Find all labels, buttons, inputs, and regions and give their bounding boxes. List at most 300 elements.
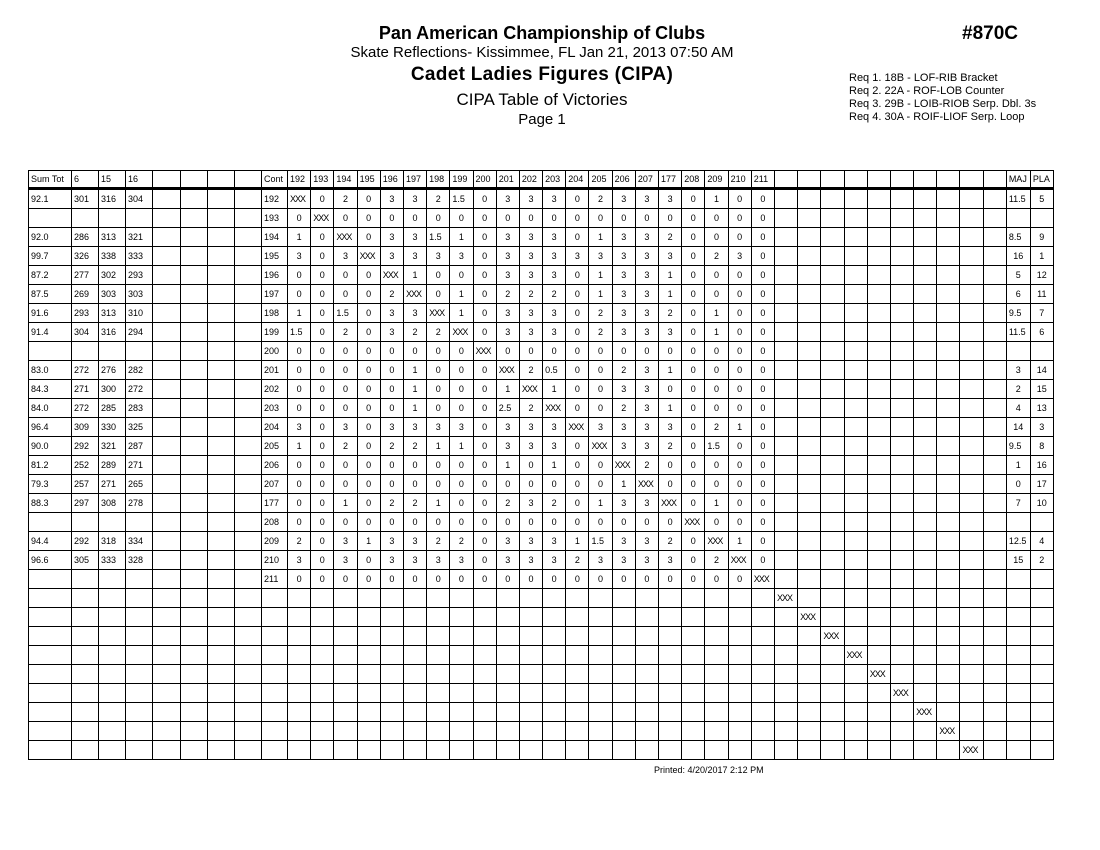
empty-cell xyxy=(181,703,208,722)
victory-cell: 3 xyxy=(403,228,426,247)
empty-cell xyxy=(774,323,797,342)
majority-cell: 5 xyxy=(1006,266,1030,285)
victory-cell: 0 xyxy=(427,361,450,380)
victory-cell: 3 xyxy=(589,247,612,266)
empty-cell xyxy=(612,627,635,646)
empty-cell xyxy=(705,703,728,722)
empty-cell xyxy=(635,703,658,722)
victory-cell: 2 xyxy=(380,285,403,304)
empty-cell xyxy=(983,399,1006,418)
victory-cell: 1 xyxy=(450,304,473,323)
contestant-header: 203 xyxy=(543,171,566,189)
victory-cell: 3 xyxy=(519,551,542,570)
victory-cell: 0 xyxy=(334,513,357,532)
empty-cell xyxy=(867,285,890,304)
sum-total-cell xyxy=(29,209,72,228)
victory-cell: 0 xyxy=(566,323,589,342)
empty-cell xyxy=(821,722,844,741)
victory-cell: 1 xyxy=(659,285,682,304)
empty-cell xyxy=(1006,665,1030,684)
victory-cell: 0 xyxy=(728,285,751,304)
empty-cell xyxy=(890,627,913,646)
empty-cell xyxy=(914,399,937,418)
empty-cell xyxy=(960,608,983,627)
victory-cell: 1 xyxy=(589,494,612,513)
empty-cell xyxy=(914,475,937,494)
empty-cell xyxy=(960,703,983,722)
empty-cell xyxy=(914,665,937,684)
victory-cell: 0 xyxy=(682,323,705,342)
empty-cell xyxy=(960,399,983,418)
victory-cell: 0 xyxy=(450,570,473,589)
empty-cell xyxy=(751,703,774,722)
victory-cell: 0 xyxy=(566,399,589,418)
empty-cell xyxy=(960,418,983,437)
victory-cell: 0 xyxy=(311,551,334,570)
victory-cell: 0 xyxy=(705,209,728,228)
victory-cell: 2 xyxy=(334,323,357,342)
judge-score-cell: 313 xyxy=(99,228,126,247)
victory-cell: 2 xyxy=(427,532,450,551)
majority-cell: 2 xyxy=(1006,380,1030,399)
empty-cell xyxy=(682,608,705,627)
diagonal-mark-cell: XXX xyxy=(311,209,334,228)
empty-cell xyxy=(705,608,728,627)
victory-cell: 3 xyxy=(659,189,682,209)
empty-cell xyxy=(181,494,208,513)
sum-total-cell: 90.0 xyxy=(29,437,72,456)
empty-cell xyxy=(867,646,890,665)
victory-cell: 1 xyxy=(450,437,473,456)
victory-cell: 0 xyxy=(682,189,705,209)
victory-cell: 0 xyxy=(311,285,334,304)
judge-score-cell: 301 xyxy=(72,189,99,209)
table-row xyxy=(29,494,1054,513)
empty-cell xyxy=(821,209,844,228)
table-row xyxy=(29,342,1054,361)
judge-score-cell xyxy=(72,570,99,589)
empty-cell xyxy=(821,418,844,437)
diagonal-mark-cell: XXX xyxy=(519,380,542,399)
empty-cell xyxy=(844,418,867,437)
placement-cell xyxy=(1030,342,1053,361)
victory-cell: 0 xyxy=(566,456,589,475)
victory-cell: 0 xyxy=(473,551,496,570)
empty-cell xyxy=(798,589,821,608)
victory-cell: 2 xyxy=(589,323,612,342)
contestant-header: 196 xyxy=(380,171,403,189)
victory-cell: 0 xyxy=(612,342,635,361)
empty-cell xyxy=(288,646,311,665)
victory-cell: 3 xyxy=(635,532,658,551)
empty-cell xyxy=(890,665,913,684)
empty-cell xyxy=(181,722,208,741)
victory-cell: 0 xyxy=(450,380,473,399)
empty-cell xyxy=(937,304,960,323)
contestant-header: 195 xyxy=(357,171,380,189)
empty-cell xyxy=(589,665,612,684)
victory-cell: 3 xyxy=(612,266,635,285)
empty-cell xyxy=(566,741,589,760)
majority-cell: 1 xyxy=(1006,456,1030,475)
victory-cell: 0 xyxy=(403,475,426,494)
empty-cell xyxy=(496,703,519,722)
empty-cell xyxy=(208,266,235,285)
victory-cell: 0 xyxy=(311,228,334,247)
victory-cell: 0 xyxy=(751,456,774,475)
contestant-header: 198 xyxy=(427,171,450,189)
victory-cell: 0 xyxy=(519,475,542,494)
empty-cell xyxy=(867,304,890,323)
empty-cell xyxy=(914,418,937,437)
judge-score-cell: 321 xyxy=(126,228,153,247)
empty-cell xyxy=(774,608,797,627)
empty-cell xyxy=(798,494,821,513)
placement-cell: 5 xyxy=(1030,189,1053,209)
victory-cell: 2 xyxy=(403,323,426,342)
empty-cell xyxy=(473,703,496,722)
victory-cell: 3 xyxy=(496,418,519,437)
empty-cell xyxy=(208,247,235,266)
empty-cell xyxy=(589,608,612,627)
victory-cell: 0 xyxy=(380,570,403,589)
victory-cell: 1 xyxy=(427,437,450,456)
victory-cell: 1.5 xyxy=(334,304,357,323)
victory-cell: 0 xyxy=(751,266,774,285)
victory-cell: 2 xyxy=(380,437,403,456)
empty-cell xyxy=(937,570,960,589)
victory-cell: 0 xyxy=(612,570,635,589)
empty-cell xyxy=(1030,589,1053,608)
victory-cell: 0 xyxy=(311,361,334,380)
empty-cell xyxy=(705,646,728,665)
empty-cell xyxy=(821,380,844,399)
empty-cell xyxy=(208,380,235,399)
empty-cell xyxy=(1030,627,1053,646)
victory-cell: 0 xyxy=(380,380,403,399)
empty-cell xyxy=(566,722,589,741)
victory-cell: 3 xyxy=(427,247,450,266)
empty-cell xyxy=(914,189,937,209)
empty-cell xyxy=(844,513,867,532)
empty-cell xyxy=(983,722,1006,741)
judge-score-cell: 297 xyxy=(72,494,99,513)
empty-cell xyxy=(1030,741,1053,760)
empty-cell xyxy=(960,228,983,247)
empty-cell xyxy=(357,665,380,684)
table-row xyxy=(29,437,1054,456)
empty-cell xyxy=(960,722,983,741)
empty-cell xyxy=(960,646,983,665)
victory-cell: 0 xyxy=(589,399,612,418)
empty-cell xyxy=(937,342,960,361)
empty-cell xyxy=(589,646,612,665)
empty-cell xyxy=(937,380,960,399)
victory-cell: 3 xyxy=(519,247,542,266)
empty-cell xyxy=(914,589,937,608)
victory-cell: 3 xyxy=(543,304,566,323)
empty-cell xyxy=(983,437,1006,456)
judge-score-cell: 316 xyxy=(99,189,126,209)
empty-cell xyxy=(983,608,1006,627)
diagonal-mark-cell: XXX xyxy=(890,684,913,703)
victory-cell: 2 xyxy=(705,418,728,437)
empty-cell xyxy=(983,646,1006,665)
empty-cell xyxy=(844,741,867,760)
empty-cell xyxy=(519,684,542,703)
diagonal-mark-cell: XXX xyxy=(960,741,983,760)
placement-cell: 12 xyxy=(1030,266,1053,285)
empty-cell xyxy=(937,532,960,551)
empty-cell xyxy=(153,418,181,437)
empty-cell xyxy=(380,741,403,760)
empty-cell xyxy=(181,741,208,760)
empty-cell xyxy=(29,741,72,760)
victory-cell: 0 xyxy=(288,361,311,380)
judge-score-cell: 316 xyxy=(99,323,126,342)
empty-cell xyxy=(153,532,181,551)
empty-cell xyxy=(473,665,496,684)
victory-cell: 0 xyxy=(311,247,334,266)
empty-header-cell xyxy=(821,171,844,189)
empty-cell xyxy=(612,608,635,627)
judge-score-cell: 326 xyxy=(72,247,99,266)
victory-cell: 3 xyxy=(403,304,426,323)
empty-cell xyxy=(311,703,334,722)
judge-score-cell: 305 xyxy=(72,551,99,570)
victory-cell: 0 xyxy=(473,266,496,285)
victory-cell: 3 xyxy=(496,437,519,456)
empty-cell xyxy=(1006,703,1030,722)
empty-cell xyxy=(890,437,913,456)
victory-cell: 3 xyxy=(659,418,682,437)
victory-cell: 0 xyxy=(473,456,496,475)
empty-cell xyxy=(29,646,72,665)
empty-cell xyxy=(751,627,774,646)
empty-cell xyxy=(543,703,566,722)
empty-cell xyxy=(890,646,913,665)
empty-cell xyxy=(844,266,867,285)
empty-cell xyxy=(659,646,682,665)
victory-cell: 0 xyxy=(311,570,334,589)
victory-cell: 0 xyxy=(334,266,357,285)
judge-score-cell: 309 xyxy=(72,418,99,437)
judge-score-cell: 292 xyxy=(72,437,99,456)
victory-cell: 3 xyxy=(496,304,519,323)
victory-cell: 0 xyxy=(705,342,728,361)
victory-cell: 0 xyxy=(357,209,380,228)
empty-cell xyxy=(235,228,262,247)
empty-cell xyxy=(774,380,797,399)
victory-cell: 1 xyxy=(288,437,311,456)
judge-score-cell: 271 xyxy=(126,456,153,475)
victory-cell: 0 xyxy=(659,380,682,399)
empty-cell xyxy=(774,456,797,475)
empty-cell xyxy=(153,304,181,323)
contestant-number-cell: 177 xyxy=(262,494,288,513)
empty-cell xyxy=(983,570,1006,589)
victory-cell: 0 xyxy=(751,247,774,266)
empty-cell xyxy=(705,684,728,703)
empty-cell xyxy=(612,722,635,741)
empty-cell xyxy=(334,627,357,646)
empty-cell xyxy=(235,209,262,228)
victory-cell: 0 xyxy=(450,399,473,418)
victory-cell: 0 xyxy=(311,418,334,437)
victory-cell: 0 xyxy=(566,285,589,304)
diagonal-mark-cell: XXX xyxy=(867,665,890,684)
placement-cell: 14 xyxy=(1030,361,1053,380)
empty-cell xyxy=(682,589,705,608)
empty-cell xyxy=(235,722,262,741)
judge-score-cell: 318 xyxy=(99,532,126,551)
placement-cell: 8 xyxy=(1030,437,1053,456)
victory-cell: 0 xyxy=(728,228,751,247)
empty-cell xyxy=(751,722,774,741)
empty-cell xyxy=(844,665,867,684)
empty-cell xyxy=(821,532,844,551)
empty-cell xyxy=(589,684,612,703)
victory-cell: 0 xyxy=(357,266,380,285)
empty-cell xyxy=(635,684,658,703)
empty-cell xyxy=(751,741,774,760)
empty-cell xyxy=(914,228,937,247)
victory-cell: 1 xyxy=(403,380,426,399)
majority-cell: 6 xyxy=(1006,285,1030,304)
empty-cell xyxy=(844,589,867,608)
victory-cell: 0 xyxy=(288,456,311,475)
victory-cell: 0 xyxy=(496,475,519,494)
empty-cell xyxy=(153,380,181,399)
empty-cell xyxy=(72,665,99,684)
empty-cell xyxy=(1030,665,1053,684)
victory-cell: 3 xyxy=(543,247,566,266)
victory-cell: 3 xyxy=(543,551,566,570)
contestant-number-cell: 192 xyxy=(262,189,288,209)
empty-cell xyxy=(311,741,334,760)
empty-cell xyxy=(867,475,890,494)
empty-cell xyxy=(208,494,235,513)
empty-cell xyxy=(867,589,890,608)
empty-cell xyxy=(937,456,960,475)
victory-cell: 3 xyxy=(659,323,682,342)
victory-cell: 0 xyxy=(288,342,311,361)
empty-cell xyxy=(153,627,181,646)
victory-cell: 3 xyxy=(635,247,658,266)
empty-cell xyxy=(72,646,99,665)
table-row xyxy=(29,703,1054,722)
victory-cell: 1 xyxy=(659,399,682,418)
empty-cell xyxy=(914,684,937,703)
victory-cell: 0 xyxy=(751,475,774,494)
sum-total-cell: 81.2 xyxy=(29,456,72,475)
victory-cell: 1 xyxy=(728,418,751,437)
victory-cell: 0 xyxy=(380,475,403,494)
majority-cell xyxy=(1006,570,1030,589)
empty-cell xyxy=(334,589,357,608)
empty-cell xyxy=(235,570,262,589)
empty-cell xyxy=(798,684,821,703)
victory-cell: 0 xyxy=(751,380,774,399)
empty-cell xyxy=(983,342,1006,361)
empty-cell xyxy=(844,380,867,399)
empty-header-cell xyxy=(867,171,890,189)
victory-cell: 2 xyxy=(519,285,542,304)
victory-cell: 0 xyxy=(450,342,473,361)
judge-score-cell: 272 xyxy=(72,399,99,418)
empty-cell xyxy=(311,665,334,684)
contestant-number-cell: 200 xyxy=(262,342,288,361)
victory-cell: 0 xyxy=(288,570,311,589)
table-row xyxy=(29,380,1054,399)
empty-cell xyxy=(99,703,126,722)
empty-cell xyxy=(208,741,235,760)
contestant-number-cell: 206 xyxy=(262,456,288,475)
judge-score-cell xyxy=(99,513,126,532)
empty-cell xyxy=(99,665,126,684)
victory-cell: 3 xyxy=(612,228,635,247)
victory-cell: 3 xyxy=(659,551,682,570)
judge-score-cell: 303 xyxy=(126,285,153,304)
victory-cell: 3 xyxy=(496,247,519,266)
empty-cell xyxy=(72,703,99,722)
empty-cell xyxy=(380,646,403,665)
victory-cell: 0 xyxy=(519,456,542,475)
victory-cell: 0 xyxy=(543,209,566,228)
empty-cell xyxy=(334,684,357,703)
empty-cell xyxy=(867,323,890,342)
victory-cell: 0 xyxy=(357,475,380,494)
contestant-number-cell: 199 xyxy=(262,323,288,342)
empty-cell xyxy=(1006,722,1030,741)
empty-cell xyxy=(589,722,612,741)
victory-cell: 0 xyxy=(751,532,774,551)
empty-cell xyxy=(519,665,542,684)
empty-cell xyxy=(728,627,751,646)
victory-cell: 3 xyxy=(519,323,542,342)
victory-cell: 0 xyxy=(403,456,426,475)
empty-cell xyxy=(937,494,960,513)
table-row xyxy=(29,209,1054,228)
empty-cell xyxy=(235,380,262,399)
victory-cell: 3 xyxy=(380,532,403,551)
empty-cell xyxy=(798,627,821,646)
placement-cell: 4 xyxy=(1030,532,1053,551)
empty-cell xyxy=(29,589,72,608)
sum-total-cell: 92.0 xyxy=(29,228,72,247)
table-row xyxy=(29,722,1054,741)
empty-cell xyxy=(867,494,890,513)
victory-cell: 3 xyxy=(612,247,635,266)
victory-cell: 2 xyxy=(519,361,542,380)
victory-cell: 0 xyxy=(450,513,473,532)
victory-cell: 3 xyxy=(635,551,658,570)
victory-cell: 0 xyxy=(682,304,705,323)
contestant-number-cell: 193 xyxy=(262,209,288,228)
empty-cell xyxy=(181,418,208,437)
empty-cell xyxy=(496,741,519,760)
contestant-header: 202 xyxy=(519,171,542,189)
judge-score-cell xyxy=(99,209,126,228)
contestant-header: 210 xyxy=(728,171,751,189)
victory-cell: 1 xyxy=(705,323,728,342)
empty-cell xyxy=(705,665,728,684)
victory-cell: 3 xyxy=(635,304,658,323)
victory-cell: 0 xyxy=(311,380,334,399)
empty-cell xyxy=(72,589,99,608)
victory-cell: 0 xyxy=(728,189,751,209)
victory-cell: 0 xyxy=(496,209,519,228)
